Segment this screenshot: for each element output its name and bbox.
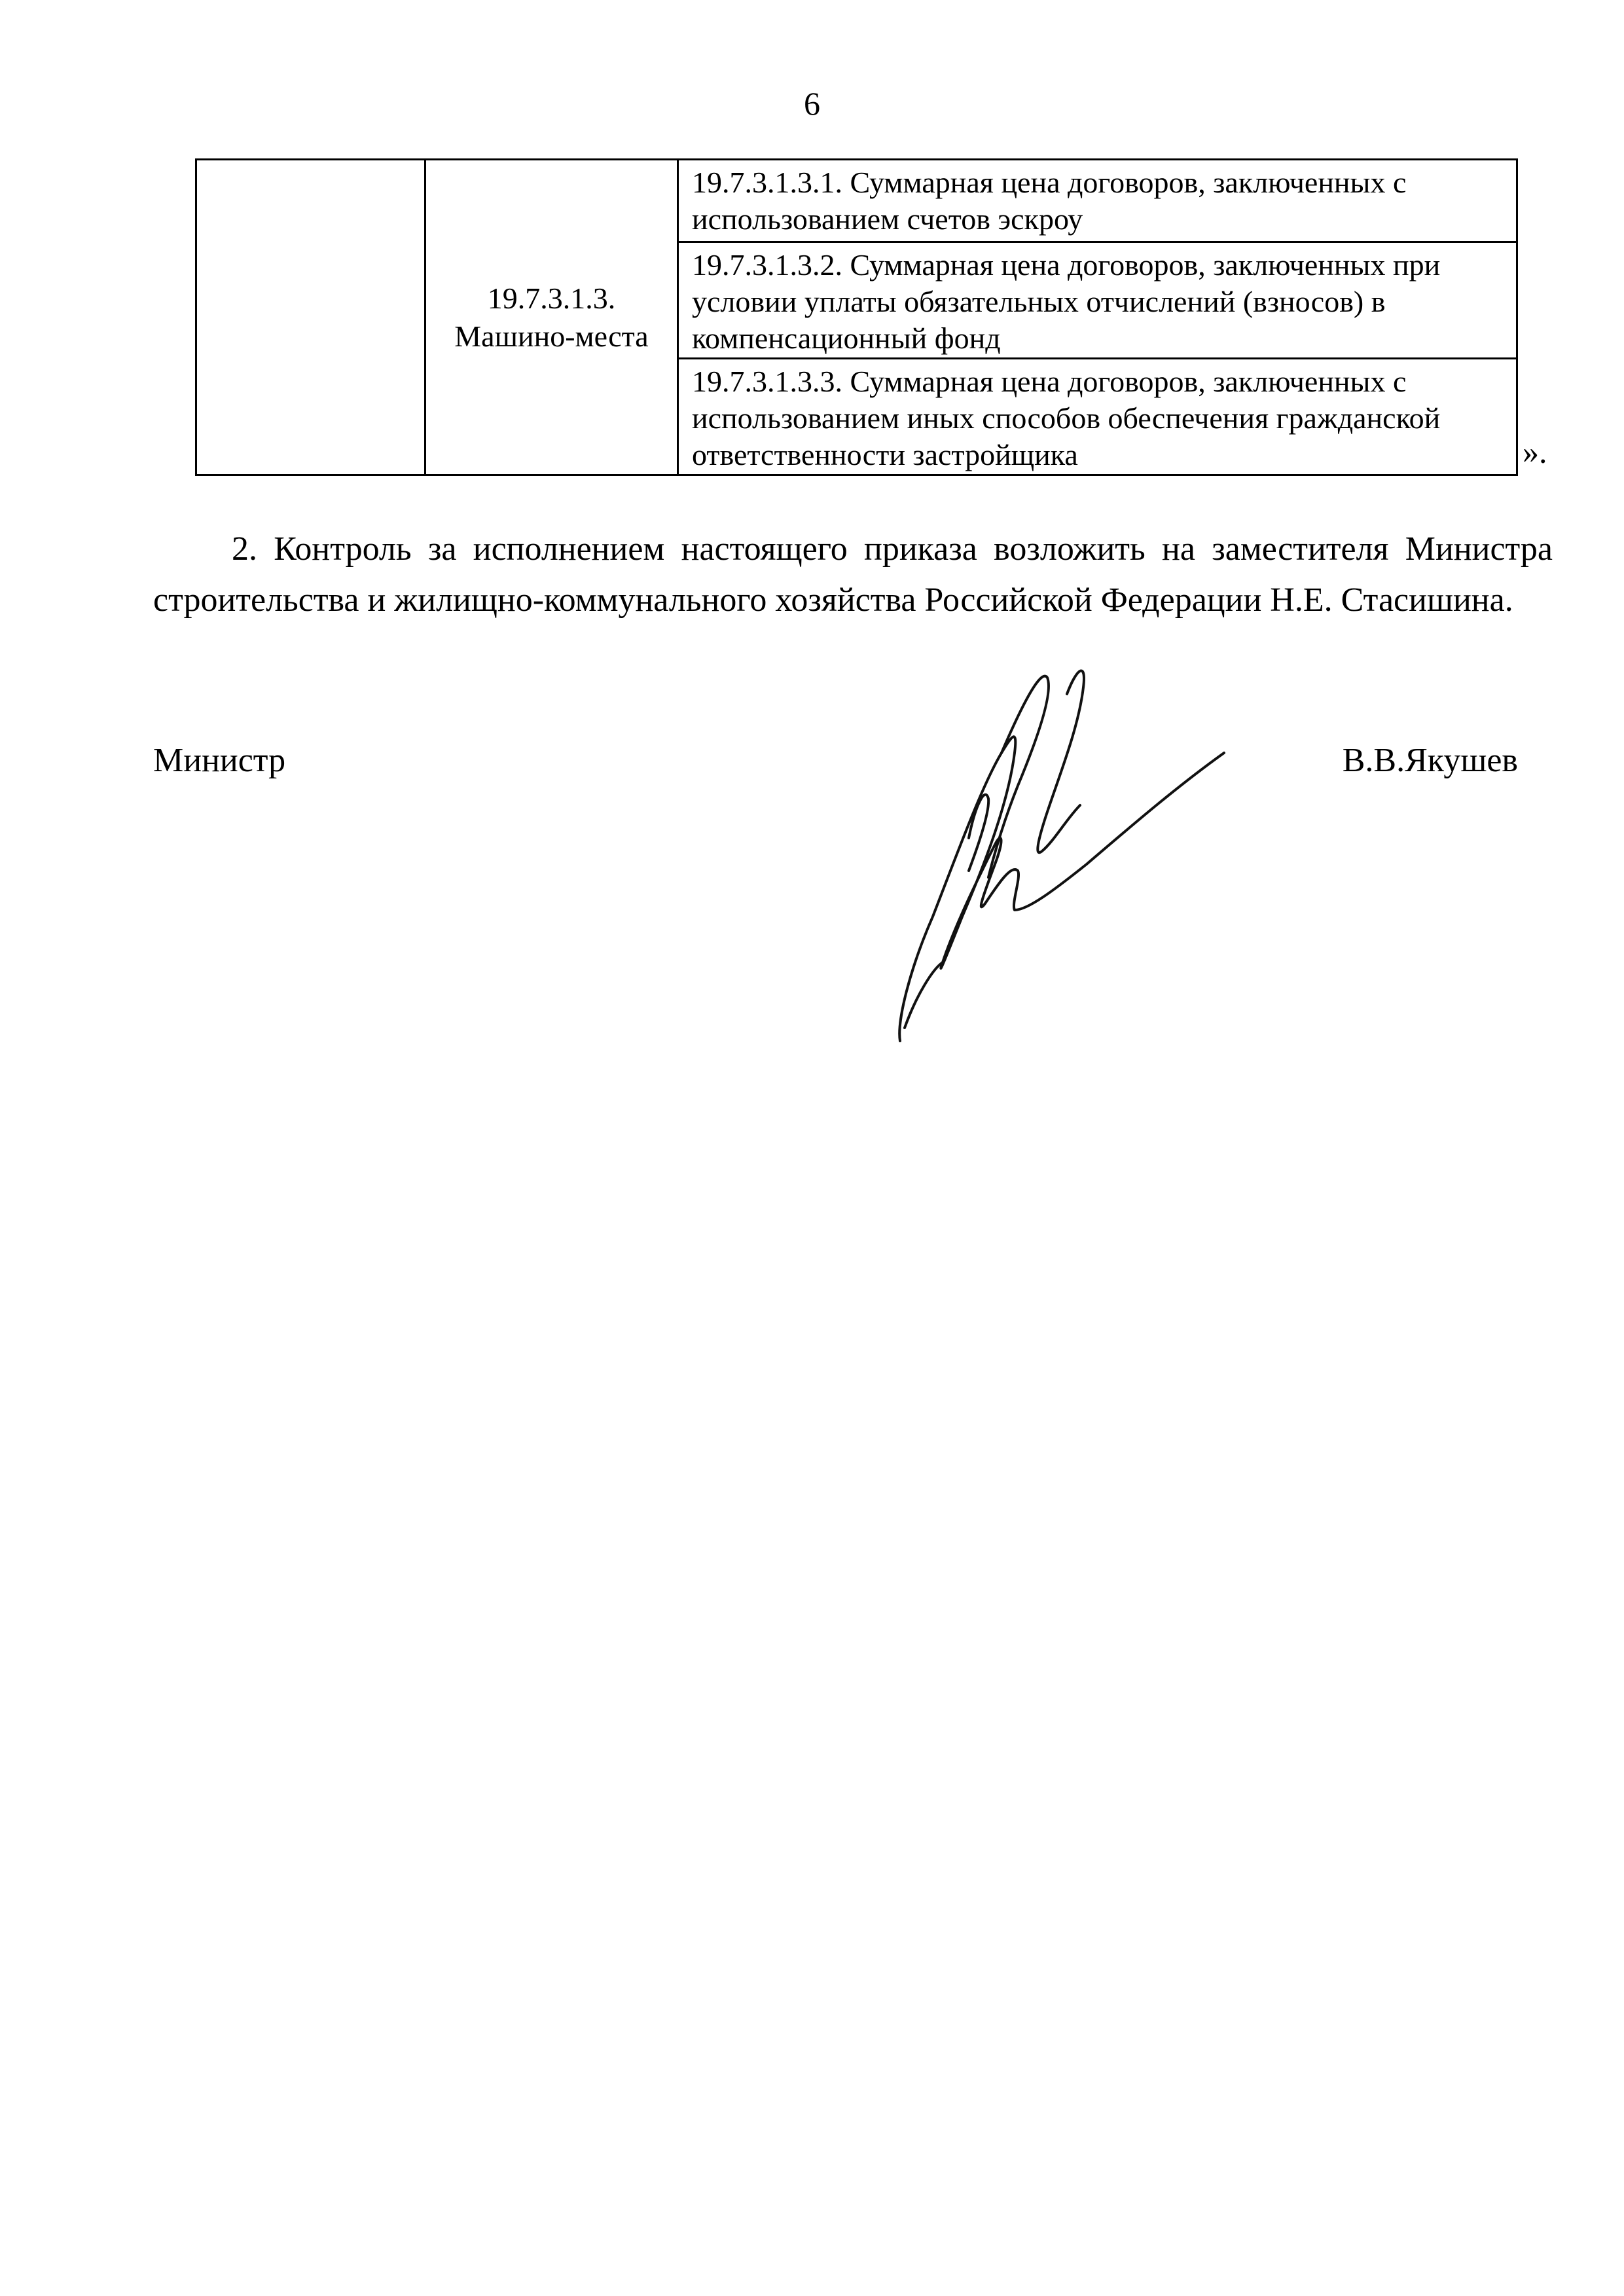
body-paragraph: 2. Контроль за исполнением настоящего приказа возложить на заместителя Министра строительства и жилищно-коммунального хозяйства Российской Федерации Н.Е. Стасишина. — [153, 530, 1553, 619]
table-row: 19.7.3.1.3.1. Суммарная цена договоров, заключенных с использованием счетов эскроу — [678, 160, 1517, 242]
indicator-table — [195, 158, 1518, 476]
section-code: 19.7.3.1.3. — [487, 281, 616, 315]
signatory-title: Министр — [153, 742, 286, 779]
empty-cell — [196, 160, 425, 475]
closing-quote: ». — [1523, 433, 1547, 470]
section-name: Машино-места — [454, 319, 649, 353]
signatory-name: В.В.Якушев — [1342, 742, 1518, 779]
handwritten-signature — [871, 655, 1316, 1061]
table-row: 19.7.3.1.3.2. Суммарная цена договоров, заключенных при условии уплаты обязательных отчислений (взносов) в компенсационный фонд — [678, 242, 1517, 359]
page-number: 6 — [804, 85, 820, 122]
section-code-cell — [425, 160, 678, 475]
table-row: 19.7.3.1.3.3. Суммарная цена договоров, заключенных с использованием иных способов обеспечения гражданской ответственности застройщика — [678, 359, 1517, 475]
